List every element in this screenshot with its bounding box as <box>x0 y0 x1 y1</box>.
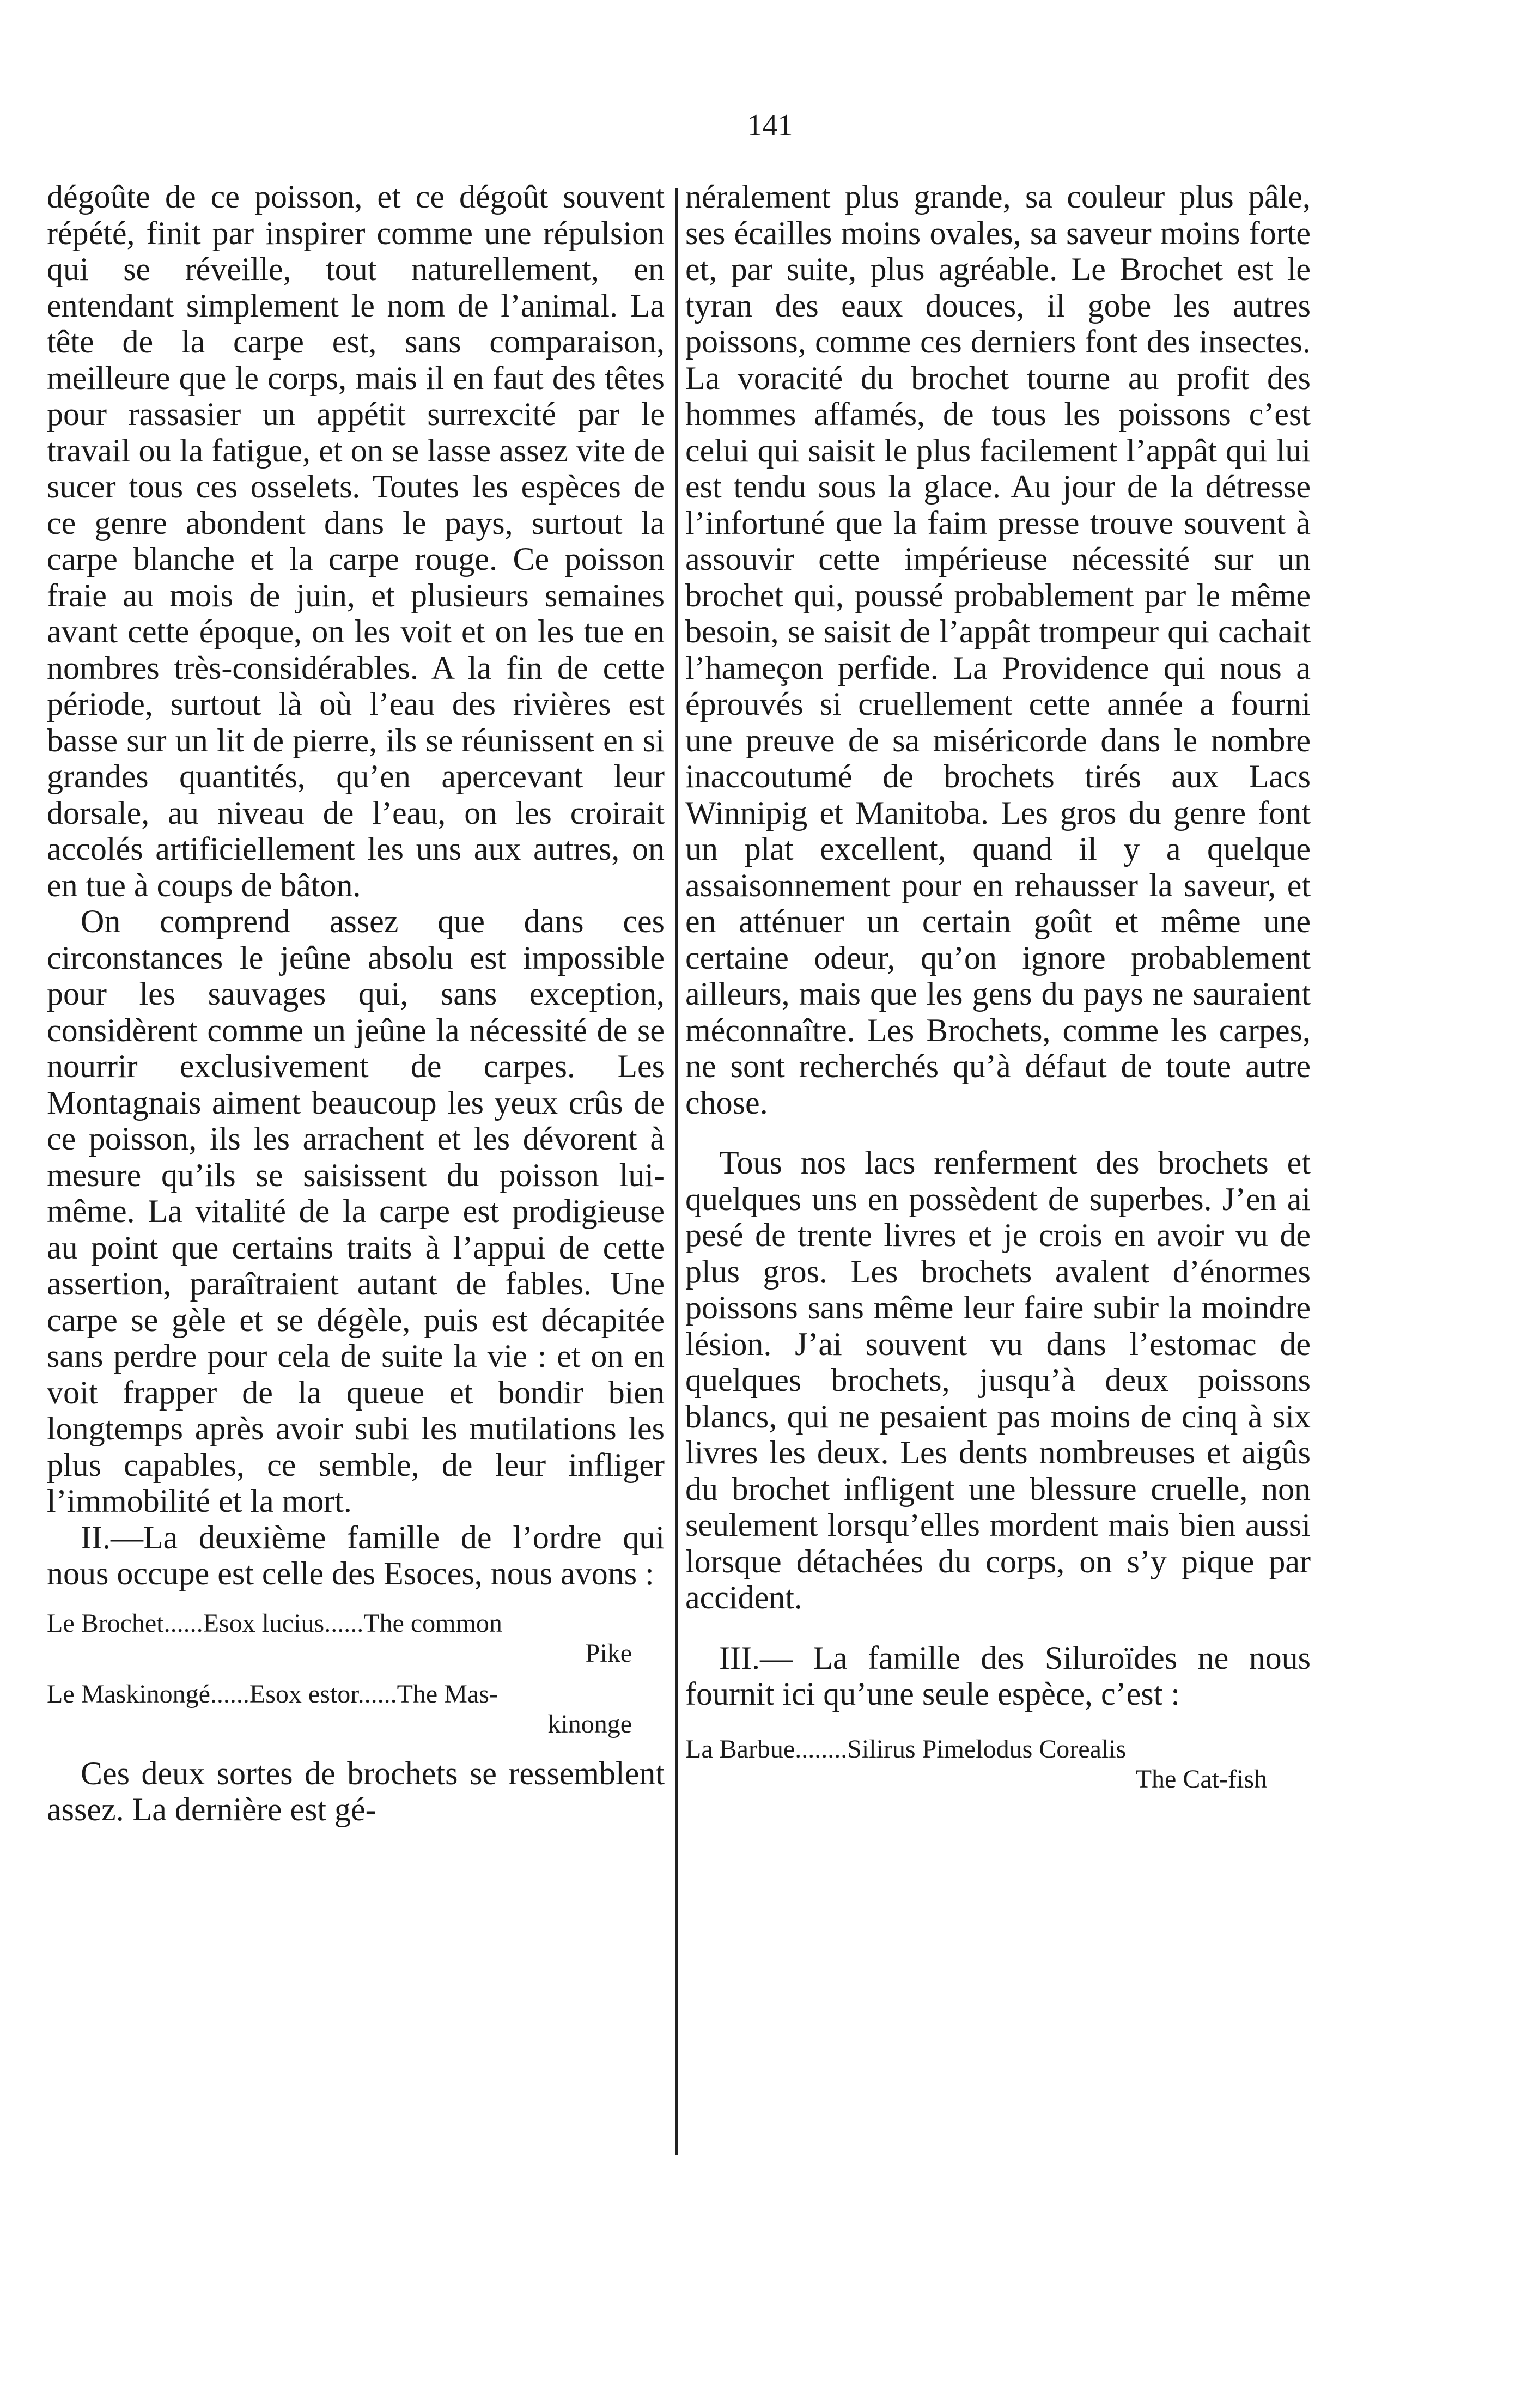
species-line: La Barbue........Silirus Pimelodus Corealis <box>685 1734 1127 1764</box>
column-divider <box>675 188 678 2155</box>
left-paragraph-1: dégoûte de ce poisson, et ce dégoût souvent répété, finit par inspirer comme une répulsion qui se réveille, tout naturellement, en entendant simplement le nom de l’animal. La tête de la carpe est, sans comparaison, meilleure que le corps, mais il en faut des têtes pour rassasier un appétit surrexcité par le travail ou la fatigue, et on se lasse assez vite de sucer tous ces osselets. Toutes les espèces de ce genre abondent dans le pays, surtout la carpe blanche et la carpe rouge. Ce poisson fraie au mois de juin, et plusieurs semaines avant cette époque, on les voit et on les tue en nombres très-considérables. A la fin de cette période, surtout là où l’eau des rivières est basse sur un lit de pierre, ils se réunissent en si grandes quantités, qu’en apercevant leur dorsale, au niveau de l’eau, on les croirait accolés artificiellement les uns aux autres, on en tue à coups de bâton. <box>47 179 665 903</box>
right-paragraph-1: néralement plus grande, sa couleur plus pâle, ses écailles moins ovales, sa saveur moins forte et, par suite, plus agréable. Le Brochet est le tyran des eaux douces, il gobe les autres poissons, comme ces derniers font des insectes. La voracité du brochet tourne au profit des hommes affamés, de tous les poissons c’est celui qui saisit le plus facilement l’appât qui lui est tendu sous la glace. Au jour de la détresse l’infortuné que la faim presse trouve souvent à assouvir cette impérieuse nécessité sur un brochet qui, poussé probablement par le même besoin, se saisit de l’appât trompeur qui cachait l’hameçon perfide. La Providence qui nous a éprouvés si cruellement cette année a fourni une preuve de sa miséricorde dans le nombre inaccoutumé de brochets tirés aux Lacs Winnipig et Manitoba. Les gros du genre font un plat excellent, quand il y a quelque assaisonnement pour en rehausser la saveur, et en atténuer un certain goût et même une certaine odeur, qu’on ignore probablement ailleurs, mais que les gens du pays ne sauraient méconnaître. Les Brochets, comme les carpes, ne sont recherchés qu’à défaut de toute autre chose. <box>685 179 1311 1121</box>
species-entry-brochet <box>47 1608 665 1668</box>
species-line-continuation: Pike <box>585 1638 632 1668</box>
species-line-continuation: The Cat-fish <box>1135 1764 1267 1794</box>
page-number: 141 <box>747 108 793 142</box>
species-entry-maskinonge <box>47 1679 665 1739</box>
esoces-species-table <box>47 1608 665 1739</box>
right-paragraph-3: III.— La famille des Siluroïdes ne nous fournit ici qu’une seule espèce, c’est : <box>685 1639 1311 1712</box>
species-line-continuation: kinonge <box>547 1709 632 1739</box>
right-paragraph-2: Tous nos lacs renferment des brochets et quelques uns en possèdent de superbes. J’en ai pesé de trente livres et je crois en avoir vu de plus gros. Les brochets avalent d’énormes poissons sans même leur faire subir la moindre lésion. J’ai souvent vu dans l’estomac de quelques brochets, jusqu’à deux poissons blancs, qui ne pesaient pas moins de cinq à six livres les deux. Les dents nombreuses et aigûs du brochet infligent une blessure cruelle, non seulement lorsqu’elles mordent mais bien aussi lorsque détachées du corps, on s’y pique par accident. <box>685 1145 1311 1615</box>
species-line: Le Maskinongé......Esox estor......The Mas- <box>47 1679 498 1709</box>
left-paragraph-4: Ces deux sortes de brochets se ressemblent assez. La dernière est gé- <box>47 1755 665 1827</box>
siluroides-species-table <box>685 1734 1311 1794</box>
left-paragraph-2: On comprend assez que dans ces circonstances le jeûne absolu est impossible pour les sauvages qui, sans exception, considèrent comme un jeûne la nécessité de se nourrir exclusivement de carpes. Les Montagnais aiment beaucoup les yeux crûs de ce poisson, ils les arrachent et les dévorent à mesure qu’ils se saisissent du poisson lui-même. La vitalité de la carpe est prodigieuse au point que certains traits à l’appui de cette assertion, paraîtraient autant de fables. Une carpe se gèle et se dégèle, puis est décapitée sans perdre pour cela de suite la vie : et on en voit frapper de la queue et bondir bien longtemps après avoir subi les mutilations les plus capables, ce semble, de leur infliger l’immobilité et la mort. <box>47 903 665 1519</box>
species-line: Le Brochet......Esox lucius......The common <box>47 1608 502 1638</box>
right-column <box>685 179 1311 1810</box>
left-column <box>47 179 665 1828</box>
species-entry-barbue <box>685 1734 1311 1794</box>
left-paragraph-3: II.—La deuxième famille de l’ordre qui nous occupe est celle des Esoces, nous avons : <box>47 1519 665 1591</box>
